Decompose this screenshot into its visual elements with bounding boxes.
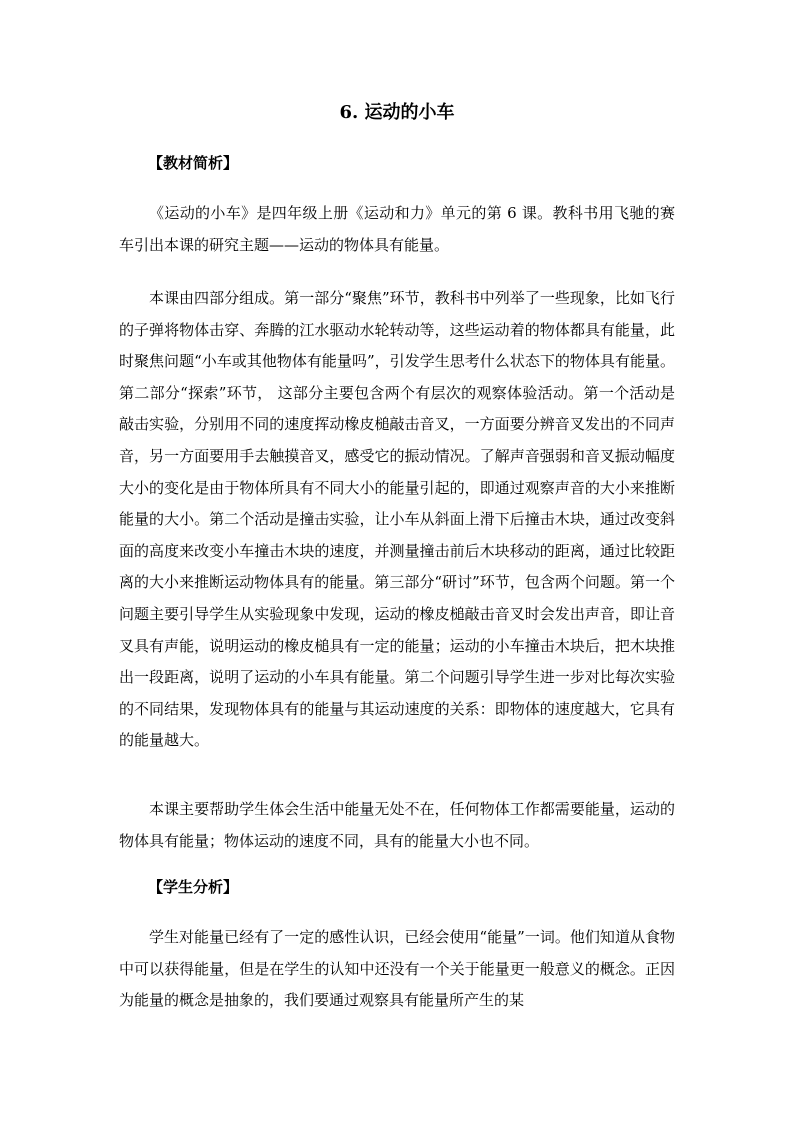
paragraph-student-analysis: 学生对能量已经有了一定的感性认识，已经会使用“能量”一词。他们知道从食物中可以获得能量，但是在学生的认知中还没有一个关于能量更一般意义的概念。正因为能量的概念是抽象的，我们要通过观察具有能量所产生的某 [119,928,675,1010]
paragraph-lesson-intro: 《运动的小车》是四年级上册《运动和力》单元的第 6 课。教科书用飞驰的赛车引出本课的研究主题——运动的物体具有能量。 [119,204,675,254]
section-heading-textbook-analysis: 【教材简析】 [148,154,239,172]
page-title: 6. 运动的小车 [339,102,455,123]
paragraph-lesson-structure: 本课由四部分组成。第一部分“聚焦”环节，教科书中列举了一些现象，比如飞行的子弹将物体击穿、奔腾的江水驱动水轮转动等，这些运动着的物体都具有能量，此时聚焦问题“小车或其他物体有能量吗”，引发学生思考什么状态下的物体具有能量。第二部分“探索”环节， 这部分主要包含两个有层次的观察体验活动。第一个活动是敲击实验，分别用不同的速度挥动橡皮槌敲击音叉，一方面要分辨音叉发出的不同声音，另一方面要用手去触摸音叉，感受它的振动情况。了解声音强弱和音叉振动幅度大小的变化是由于物体所具有不同大小的能量引起的，即通过观察声音的大小来推断能量的大小。第二个活动是撞击实验，让小车从斜面上滑下后撞击木块，通过改变斜面的高度来改变小车撞击木块的速度，并测量撞击前后木块移动的距离，通过比较距离的大小来推断运动物体具有的能量。第三部分“研讨”环节，包含两个问题。第一个问题主要引导学生从实验现象中发现，运动的橡皮槌敲击音叉时会发出声音，即让音叉具有声能，说明运动的橡皮槌具有一定的能量；运动的小车撞击木块后，把木块推出一段距离，说明了运动的小车具有能量。第二个问题引导学生进一步对比每次实验的不同结果，发现物体具有的能量与其运动速度的关系：即物体的速度越大，它具有的能量越大。 [119,289,675,750]
paragraph-lesson-goal: 本课主要帮助学生体会生活中能量无处不在，任何物体工作都需要能量，运动的物体具有能量；物体运动的速度不同，具有的能量大小也不同。 [119,800,675,850]
section-heading-student-analysis: 【学生分析】 [148,878,239,896]
